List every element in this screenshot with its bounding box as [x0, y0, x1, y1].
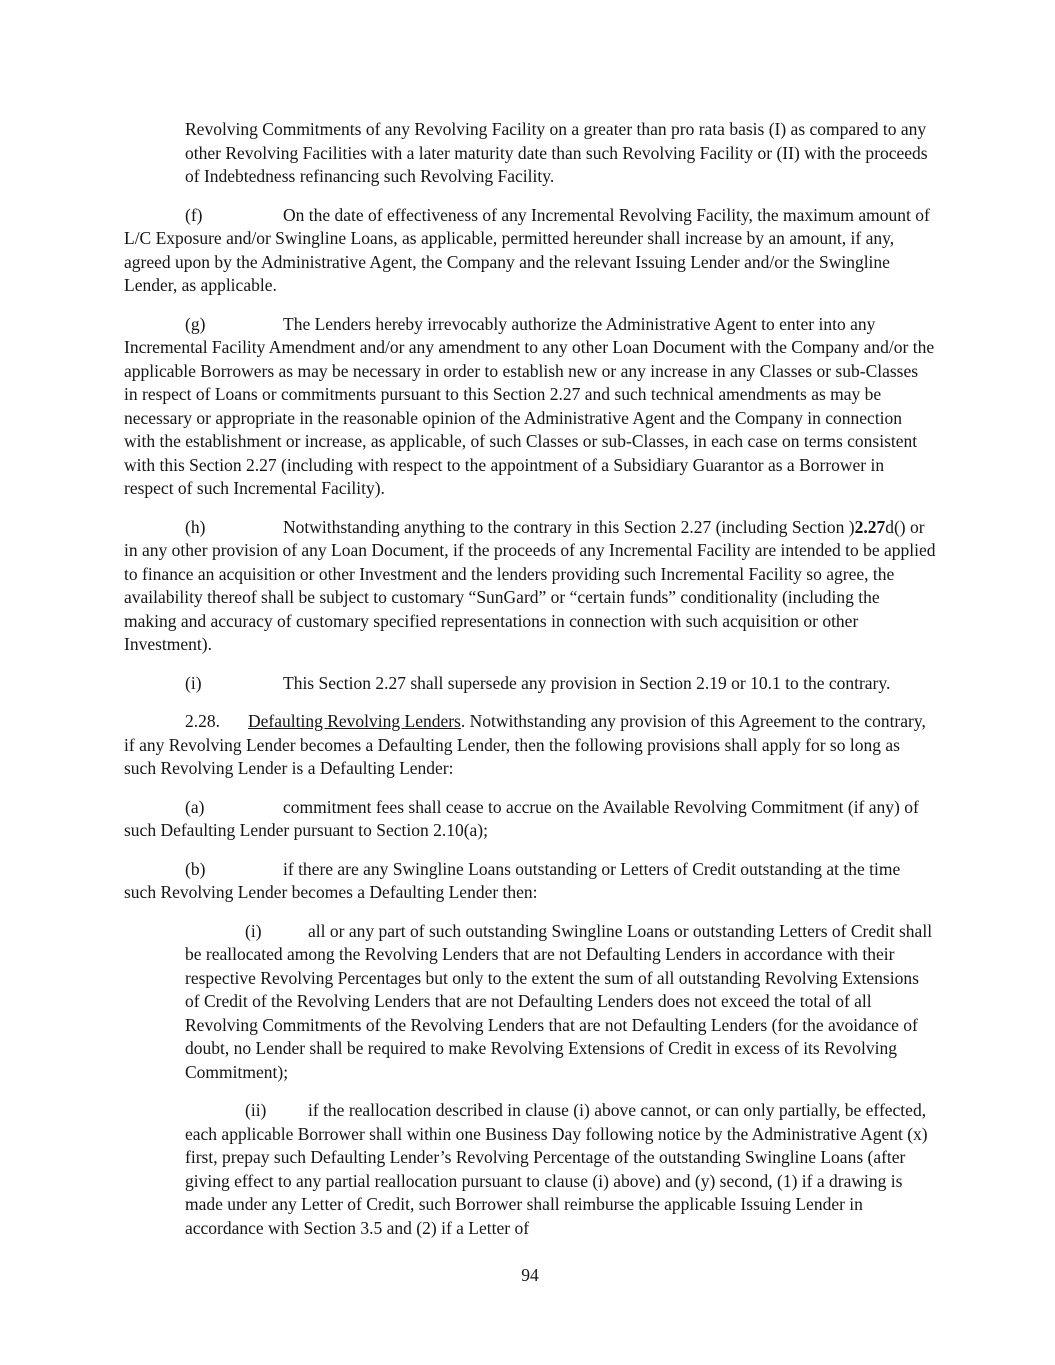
clause-i-paragraph	[124, 672, 936, 696]
clause-h-paragraph	[124, 516, 936, 657]
subclause-i-paragraph	[185, 920, 936, 1085]
clause-b-text: if there are any Swingline Loans outstanding or Letters of Credit outstanding at the time such Revolving Lender becomes a Defaulting Lender then:	[124, 858, 901, 902]
clause-f-text: On the date of effectiveness of any Incremental Revolving Facility, the maximum amount of L/C Exposure and/or Swingline Loans, as applicable, permitted hereunder shall increase by an amount, if any, agreed upon by the Administrative Agent, the Company and the relevant Issuing Lender and/or the Swingline Lender, as applicable.	[124, 204, 930, 295]
subclause-ii-paragraph	[185, 1099, 936, 1240]
clause-i-text: This Section 2.27 shall supersede any provision in Section 2.19 or 10.1 to the contrary.	[283, 672, 891, 693]
clause-g-text: The Lenders hereby irrevocably authorize the Administrative Agent to enter into any Incremental Facility Amendment and/or any amendment to any other Loan Document with the Company and/or the applicable Borrowers as may be necessary in order to establish new or any increase in any Classes or sub-Classes in respect of Loans or commitments pursuant to this Section 2.27 and such technical amendments as may be necessary or appropriate in the reasonable opinion of the Administrative Agent and the Company in connection with the establishment or increase, as applicable, of such Classes or sub-Classes, in each case on terms consistent with this Section 2.27 (including with respect to the appointment of a Subsidiary Guarantor as a Borrower in respect of such Incremental Facility).	[124, 313, 935, 498]
document-content	[124, 118, 936, 1288]
clause-f-label: (f)	[185, 204, 203, 225]
clause-b-paragraph	[124, 858, 936, 905]
section-228-text: . Notwithstanding any provision of this Agreement to the contrary, if any Revolving Lender becomes a Defaulting Lender, then the following provisions shall apply for so long as such Revolving Lender is a Defaulting Lender:	[124, 711, 926, 778]
continuation-paragraph	[185, 118, 936, 189]
section-228-paragraph	[124, 710, 936, 781]
subclause-i-text: all or any part of such outstanding Swingline Loans or outstanding Letters of Credit shall be reallocated among the Revolving Lenders that are not Defaulting Lenders in accordance with their respective Revolving Percentages but only to the extent the sum of all outstanding Revolving Extensions of Credit of the Revolving Lenders that are not Defaulting Lenders does not exceed the total of all Revolving Commitments of the Revolving Lenders that are not Defaulting Lenders (for the avoidance of doubt, no Lender shall be required to make Revolving Extensions of Credit in excess of its Revolving Commitment);	[185, 920, 933, 1082]
clause-g-label: (g)	[185, 313, 206, 334]
clause-a-text: commitment fees shall cease to accrue on the Available Revolving Commitment (if any) of such Defaulting Lender pursuant to Section 2.10(a);	[124, 796, 919, 840]
section-228-heading: Defaulting Revolving Lenders	[248, 711, 461, 731]
clause-h-text-after: d() or in any other provision of any Loan Document, if the proceeds of any Incremental Facility are intended to be applied to finance an acquisition or other Investment and the lenders providing such Incremental Facility so agree, the availability thereof shall be subject to customary “SunGard” or “certain funds” conditionality (including the making and accuracy of customary specified representations in connection with such acquisition or other Investment).	[124, 516, 936, 654]
subclause-ii-label: (ii)	[245, 1100, 267, 1120]
clause-a-paragraph	[124, 796, 936, 843]
clause-h-label: (h)	[185, 516, 206, 537]
section-228-number: 2.28.	[185, 711, 220, 731]
clause-f-paragraph	[124, 204, 936, 298]
subclause-i-label: (i)	[245, 920, 262, 941]
clause-b-label: (b)	[185, 858, 206, 879]
page-number: 94	[521, 1265, 539, 1285]
subclause-ii-text: if the reallocation described in clause (i) above cannot, or can only partially, be effected, each applicable Borrower shall within one Business Day following notice by the Administrative Agent (x) first, prepay such Defaulting Lender’s Revolving Percentage of the outstanding Swingline Loans (after giving effect to any partial reallocation pursuant to clause (i) above) and (y) second, (1) if a drawing is made under any Letter of Credit, such Borrower shall reimburse the applicable Issuing Lender in accordance with Section 3.5 and (2) if a Letter of	[185, 1100, 928, 1238]
clause-h-text-before: Notwithstanding anything to the contrary in this Section 2.27 (including Section )	[283, 516, 855, 537]
clause-i-label: (i)	[185, 672, 202, 693]
clause-a-label: (a)	[185, 796, 205, 817]
clause-h-bold-section-ref: 2.27	[854, 516, 886, 537]
continuation-text: Revolving Commitments of any Revolving Facility on a greater than pro rata basis (I) as compared to any other Revolving Facilities with a later maturity date than such Revolving Facility or (II) with the proceeds of Indebtedness refinancing such Revolving Facility.	[185, 119, 928, 186]
clause-g-paragraph	[124, 313, 936, 501]
